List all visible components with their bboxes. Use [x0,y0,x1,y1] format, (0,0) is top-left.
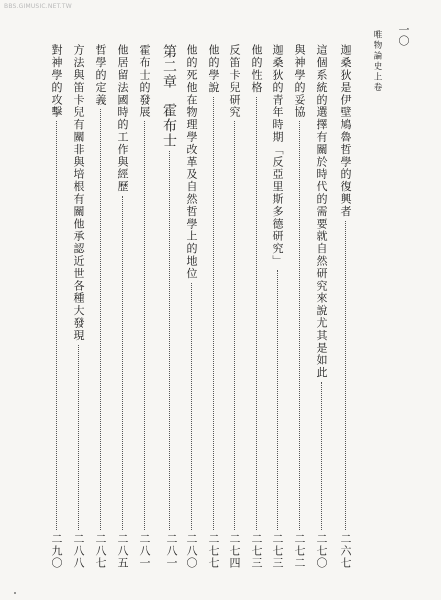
toc-entry-title: 反笛卡兒研究 [228,44,241,119]
chapter-title [159,44,179,148]
leader-dots [213,97,214,530]
toc-entry-page: 二七三 [250,533,263,569]
page-number: 一〇 [397,24,410,46]
toc-entry [205,44,221,569]
toc-entry-page: 二七七 [207,533,220,569]
toc-entry [114,44,130,569]
toc-entry-page: 二七三 [271,533,284,569]
leader-dots [234,121,235,530]
toc-entry-title: 他的性格 [250,44,263,94]
leader-dots [299,121,300,530]
leader-dots [56,121,57,530]
toc-entry [70,44,86,569]
toc-entry-page: 二八五 [116,533,129,569]
chapter-heading [159,44,179,569]
toc-entry-title: 這個系統的選擇有關於時代的需要就自然研究來說尤其是如此 [315,44,328,379]
leader-dots [191,283,192,530]
toc-entry [48,44,64,569]
toc-entry-title: 霍布士的發展 [138,44,151,119]
toc-entry [248,44,264,569]
toc-entry [337,44,353,569]
toc-entry-title: 與神學的妥協 [293,44,306,119]
toc-entry [92,44,108,569]
chapter-number: 第二章 [161,44,177,89]
leader-dots [78,345,79,530]
chapter-name: 霍布士 [161,103,177,148]
toc-entry-title: 迦桑狄的青年時期「反亞里斯多德研究」 [271,44,284,268]
toc-entry-title: 迦桑狄是伊壁鳩魯哲學的復興者 [339,44,352,218]
leader-dots [122,196,123,530]
leader-dots [345,221,346,530]
leader-dots [169,151,170,530]
toc-entry-page: 二八八 [72,533,85,569]
toc-entry-page: 二八七 [94,533,107,569]
toc-entry-title: 哲學的定義 [94,44,107,106]
toc-entry-page: 二八〇 [185,533,198,569]
leader-dots [277,270,278,530]
leader-dots [144,121,145,530]
toc-entry-page: 二八一 [165,533,178,569]
scan-speck [14,592,16,594]
watermark: BBS.GIMUSIC.NET.TW [4,3,72,10]
toc-entry [269,44,285,569]
leader-dots [256,97,257,530]
toc-entry-page: 二九〇 [50,533,63,569]
toc-entry [291,44,307,569]
toc-entry [226,44,242,569]
toc-entry [136,44,152,569]
running-head: 唯物論史上卷 [372,30,382,93]
toc-entry-page: 二六七 [339,533,352,569]
toc-entry-page: 二七四 [228,533,241,569]
toc-entry-title: 他的學說 [207,44,220,94]
toc-entry-title: 方法與笛卡兒有關非與培根有關他承認近世各種大發現 [72,44,85,342]
toc-entry [313,44,329,569]
toc-entry [183,44,199,569]
toc-entry-page: 二七二 [293,533,306,569]
leader-dots [100,109,101,530]
toc-entry-title: 他居留法國時的工作與經歷 [116,44,129,193]
toc-entry-title: 他的死他在物理學改革及自然哲學上的地位 [185,44,198,280]
toc-entry-title: 對神學的攻擊 [50,44,63,119]
toc-entry-page: 二七〇 [315,533,328,569]
leader-dots [321,382,322,530]
toc-entry-page: 二八一 [138,533,151,569]
